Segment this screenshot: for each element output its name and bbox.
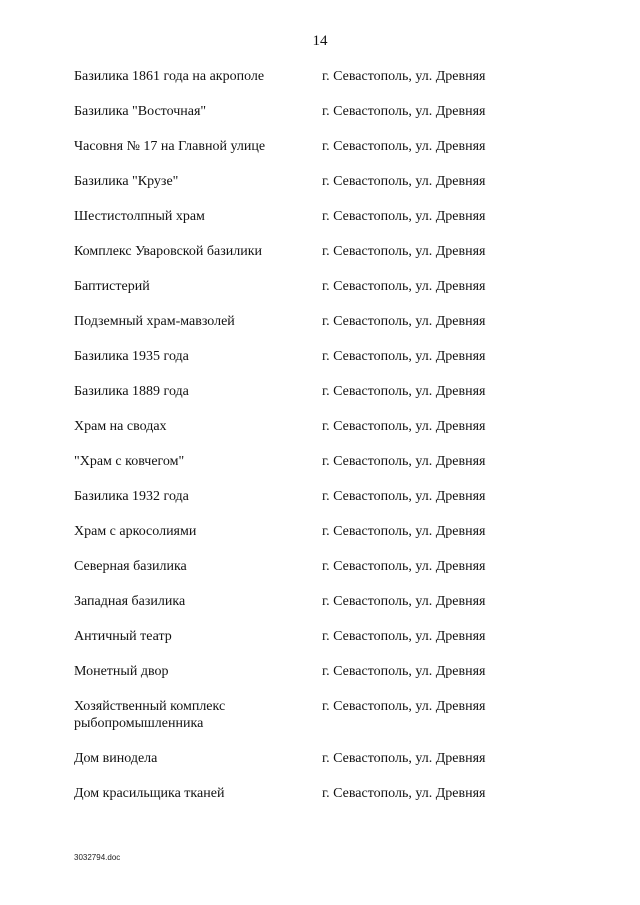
monument-name: Храм с аркосолиями — [74, 524, 197, 539]
monument-name: Северная базилика — [74, 559, 187, 574]
monument-address: г. Севастополь, ул. Древняя — [322, 454, 486, 469]
monument-address: г. Севастополь, ул. Древняя — [322, 384, 486, 399]
list-item — [74, 785, 574, 802]
page-number: 14 — [312, 33, 328, 49]
monument-name: Базилика "Крузе" — [74, 174, 179, 189]
monument-address: г. Севастополь, ул. Древняя — [322, 489, 486, 504]
monument-name: Комплекс Уваровской базилики — [74, 244, 263, 259]
monument-address: г. Севастополь, ул. Древняя — [322, 524, 486, 539]
monument-address: г. Севастополь, ул. Древняя — [322, 559, 486, 574]
list-item — [74, 593, 574, 610]
monument-address: г. Севастополь, ул. Древняя — [322, 209, 486, 224]
monument-name: Базилика 1932 года — [74, 489, 189, 504]
monument-address: г. Севастополь, ул. Древняя — [322, 419, 486, 434]
monument-address: г. Севастополь, ул. Древняя — [322, 629, 486, 644]
monument-name: Западная базилика — [74, 594, 186, 609]
monument-name: Подземный храм-мавзолей — [74, 314, 235, 329]
list-item — [74, 278, 574, 295]
monument-name: Шестистолпный храм — [74, 209, 205, 224]
monument-name: Базилика 1861 года на акрополе — [74, 69, 265, 84]
monument-address: г. Севастополь, ул. Древняя — [322, 279, 486, 294]
list-item — [74, 243, 574, 260]
list-item — [74, 488, 574, 505]
monument-name: Храм на сводах — [74, 419, 167, 434]
list-item — [74, 558, 574, 575]
list-item — [74, 523, 574, 540]
monument-address: г. Севастополь, ул. Древняя — [322, 699, 486, 714]
monument-address: г. Севастополь, ул. Древняя — [322, 664, 486, 679]
list-item — [74, 103, 574, 120]
monument-address: г. Севастополь, ул. Древняя — [322, 174, 486, 189]
monument-name: Дом винодела — [74, 751, 158, 766]
monument-address: г. Севастополь, ул. Древняя — [322, 314, 486, 329]
monument-address: г. Севастополь, ул. Древняя — [322, 69, 486, 84]
monument-address: г. Севастополь, ул. Древняя — [322, 244, 486, 259]
list-item — [74, 663, 574, 680]
monument-name: Античный театр — [74, 629, 172, 644]
list-item — [74, 453, 574, 470]
monument-name: Часовня № 17 на Главной улице — [74, 139, 266, 154]
monument-address: г. Севастополь, ул. Древняя — [322, 349, 486, 364]
monument-name: Базилика 1935 года — [74, 349, 189, 364]
list-item — [74, 750, 574, 767]
list-item — [74, 68, 574, 85]
monument-address: г. Севастополь, ул. Древняя — [322, 104, 486, 119]
list-item — [74, 138, 574, 155]
list-item — [74, 173, 574, 190]
monument-name: Монетный двор — [74, 664, 169, 679]
monument-name: Базилика 1889 года — [74, 384, 189, 399]
monument-address: г. Севастополь, ул. Древняя — [322, 751, 486, 766]
monument-name: Базилика "Восточная" — [74, 104, 207, 119]
monument-name: Хозяйственный комплекс рыбопромышленника — [74, 699, 226, 731]
document-filename: 3032794.doc — [74, 853, 121, 862]
monument-address: г. Севастополь, ул. Древняя — [322, 594, 486, 609]
monument-name: "Храм с ковчегом" — [74, 454, 185, 469]
monument-name: Баптистерий — [74, 279, 150, 294]
list-item — [74, 628, 574, 645]
list-item — [74, 418, 574, 435]
list-item — [74, 698, 574, 732]
list-item — [74, 348, 574, 365]
list-item — [74, 383, 574, 400]
monument-name: Дом красильщика тканей — [74, 786, 225, 801]
monument-address: г. Севастополь, ул. Древняя — [322, 139, 486, 154]
list-item — [74, 313, 574, 330]
monument-address: г. Севастополь, ул. Древняя — [322, 786, 486, 801]
monument-list — [74, 68, 574, 820]
list-item — [74, 208, 574, 225]
